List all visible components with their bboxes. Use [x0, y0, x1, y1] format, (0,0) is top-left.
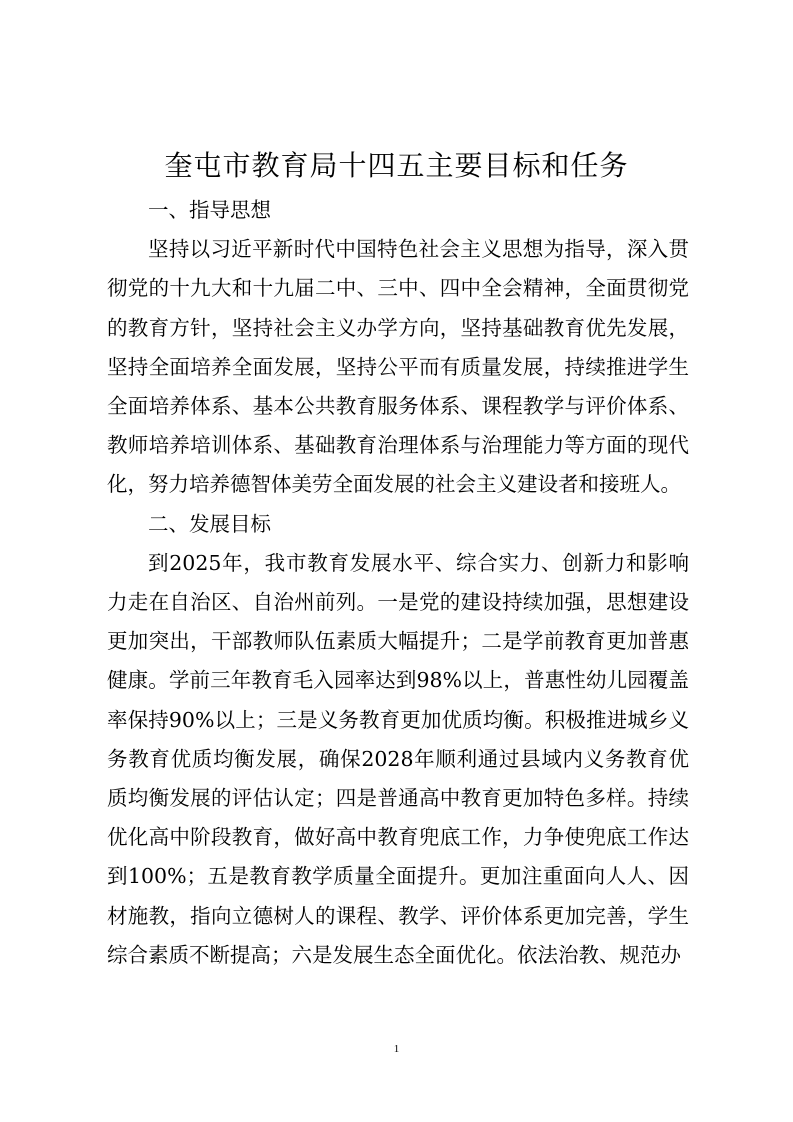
- section-heading-guiding-ideology: 一、指导思想: [148, 198, 271, 222]
- page-number: 1: [393, 1043, 400, 1055]
- document-title: 奎屯市教育局十四五主要目标和任务: [164, 149, 629, 182]
- section-paragraph-guiding-ideology: 坚持以习近平新时代中国特色社会主义思想为指导，深入贯彻党的十九大和十九届二中、三中、四中全会精神，全面贯彻党的教育方针，坚持社会主义办学方向，坚持基础教育优先发展，坚持全面培养全面发展，坚持公平而有质量发展，持续推进学生全面培养体系、基本公共教育服务体系、课程教学与评价体系、教师培养培训体系、基础教育治理体系与治理能力等方面的现代化，努力培养德智体美劳全面发展的社会主义建设者和接班人。: [107, 237, 689, 497]
- section-heading-development-goals: 二、发展目标: [148, 511, 271, 536]
- section-paragraph-development-goals: 到2025年，我市教育发展水平、综合实力、创新力和影响力走在自治区、自治州前列。一是党的建设持续加强，思想建设更加突出，干部教师队伍素质大幅提升；二是学前教育更加普惠健康。学前三年教育毛入园率达到98%以上，普惠性幼儿园覆盖率保持90%以上；三是义务教育更加优质均衡。积极推进城乡义务教育优质均衡发展，确保2028年顺利通过县域内义务教育优质均衡发展的评估认定；四是普通高中教育更加特色多样。持续优化高中阶段教育，做好高中教育兜底工作，力争使兜底工作达到100%；五是教育教学质量全面提升。更加注重面向人人、因材施教，指向立德树人的课程、教学、评价体系更加完善，学生综合素质不断提高；六是发展生态全面优化。依法治教、规范办: [107, 550, 689, 967]
- document-body: [107, 191, 689, 975]
